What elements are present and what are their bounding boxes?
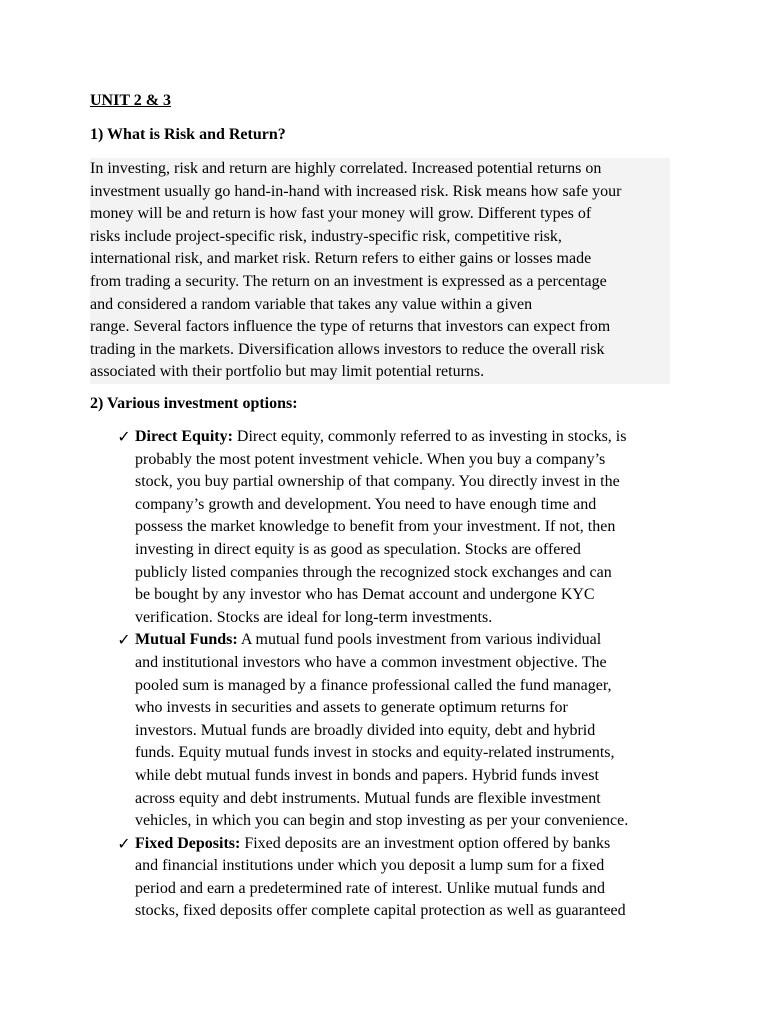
paragraph-line: associated with their portfolio but may limit potential returns. <box>90 361 670 384</box>
option-line: stock, you buy partial ownership of that company. You directly invest in the <box>135 473 620 491</box>
investment-options-list <box>0 426 768 923</box>
option-line: funds. Equity mutual funds invest in stocks and equity-related instruments, <box>135 744 615 762</box>
option-line: stocks, fixed deposits offer complete capital protection as well as guaranteed <box>135 902 626 920</box>
question-1-heading: 1) What is Risk and Return? <box>90 126 286 143</box>
option-line: probably the most potent investment vehicle. When you buy a company’s <box>135 450 606 468</box>
paragraph-line: range. Several factors influence the type of returns that investors can expect from <box>90 316 670 339</box>
paragraph-line: money will be and return is how fast your money will grow. Different types of <box>90 203 670 226</box>
option-label: Direct Equity: <box>135 428 233 445</box>
option-label: Mutual Funds: <box>135 631 238 649</box>
option-line: possess the market knowledge to benefit from your investment. If not, then <box>135 518 616 536</box>
question-2-heading: 2) Various investment options: <box>90 395 298 412</box>
option-fixed-deposits <box>0 833 768 923</box>
option-line: while debt mutual funds invest in bonds and papers. Hybrid funds invest <box>135 766 599 784</box>
option-line: investors. Mutual funds are broadly divided into equity, debt and hybrid <box>135 721 596 739</box>
option-direct-equity <box>0 426 768 629</box>
option-mutual-funds <box>0 629 768 832</box>
option-text: Direct equity, commonly referred to as investing in stocks, is <box>232 428 627 445</box>
paragraph-line: risks include project-specific risk, industry-specific risk, competitive risk, <box>90 226 670 249</box>
option-line: verification. Stocks are ideal for long-term investments. <box>135 608 493 626</box>
paragraph-line: trading in the markets. Diversification allows investors to reduce the overall risk <box>90 339 670 362</box>
checkmark-icon: ✓ <box>117 427 131 446</box>
option-line: and institutional investors who have a common investment objective. The <box>135 653 607 671</box>
checkmark-icon: ✓ <box>117 833 131 853</box>
unit-title: UNIT 2 & 3 <box>90 92 172 109</box>
option-line: be bought by any investor who has Demat account and undergone KYC <box>135 586 595 604</box>
option-text: Fixed deposits are an investment option offered by banks <box>240 834 611 852</box>
option-line: vehicles, in which you can begin and stop investing as per your convenience. <box>135 812 629 830</box>
risk-return-paragraph <box>90 158 670 384</box>
checkmark-icon: ✓ <box>117 630 131 650</box>
option-label: Fixed Deposits: <box>135 834 241 852</box>
option-line: and financial institutions under which you deposit a lump sum for a fixed <box>135 857 605 875</box>
option-line: publicly listed companies through the recognized stock exchanges and can <box>135 563 612 581</box>
paragraph-line: international risk, and market risk. Return refers to either gains or losses made <box>90 248 670 271</box>
option-line: pooled sum is managed by a finance professional called the fund manager, <box>135 676 612 694</box>
paragraph-line: from trading a security. The return on an investment is expressed as a percentage <box>90 271 670 294</box>
option-line: investing in direct equity is as good as speculation. Stocks are offered <box>135 540 581 558</box>
option-line: company’s growth and development. You need to have enough time and <box>135 495 597 513</box>
paragraph-line: In investing, risk and return are highly correlated. Increased potential returns on <box>90 158 670 181</box>
paragraph-line: investment usually go hand-in-hand with increased risk. Risk means how safe your <box>90 181 670 204</box>
option-text: A mutual fund pools investment from various individual <box>237 631 602 649</box>
option-line: who invests in securities and assets to generate optimum returns for <box>135 699 568 717</box>
option-line: across equity and debt instruments. Mutual funds are flexible investment <box>135 789 601 807</box>
paragraph-line: and considered a random variable that takes any value within a given <box>90 294 670 317</box>
option-line: period and earn a predetermined rate of interest. Unlike mutual funds and <box>135 879 606 897</box>
